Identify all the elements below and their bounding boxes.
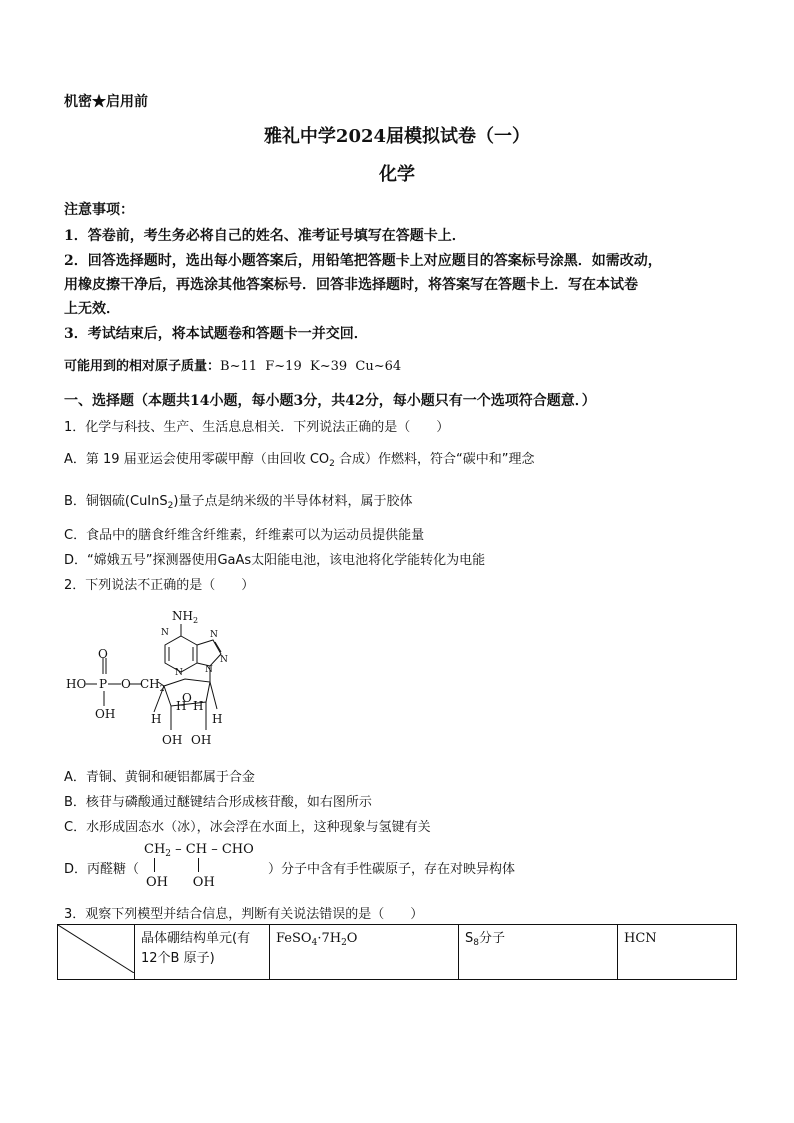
q1-option-b xyxy=(64,490,412,511)
s8-post: 分子 xyxy=(479,931,506,946)
cell-boron-line-2: 12个B 原子) xyxy=(141,951,215,966)
svg-text:H: H xyxy=(212,712,223,726)
note-2-line-3: 上无效． xyxy=(64,301,120,317)
q1-b-text-2: )量子点是纳米级的半导体材料，属于胶体 xyxy=(173,494,413,509)
glyceraldehyde-formula-bottom: OH OH xyxy=(146,875,215,890)
q2-option-d-suffix: ）分子中含有手性碳原子，存在对映异构体 xyxy=(268,862,516,877)
q1-b-sub: 2 xyxy=(167,501,174,511)
formula-ch2-sub: 2 xyxy=(165,849,172,859)
svg-text:O: O xyxy=(98,647,108,661)
bond-line-2 xyxy=(198,858,199,872)
s8-text: S xyxy=(465,931,474,946)
secret-label: 机密★启用前 xyxy=(64,94,148,110)
svg-text:H: H xyxy=(151,712,162,726)
q1-option-a xyxy=(64,448,535,469)
page-title: 雅礼中学2024届模拟试卷（一） xyxy=(263,126,531,147)
feso4-sub-2: 2 xyxy=(341,938,347,948)
atomic-masses: 可能用到的相对原子质量：B~11 F~19 K~39 Cu~64 xyxy=(64,359,402,374)
feso4-sub: 4 xyxy=(311,938,318,948)
q1-option-c: C．食品中的膳食纤维含纤维素，纤维素可以为运动员提供能量 xyxy=(64,528,425,543)
q2-option-c: C．水形成固态水（冰），冰会浮在水面上，这种现象与氢键有关 xyxy=(64,820,431,835)
note-3: 3．考试结束后，将本试题卷和答题卡一并交回． xyxy=(64,326,368,342)
q3-table xyxy=(57,924,737,980)
svg-text:OH: OH xyxy=(191,733,212,747)
svg-text:N: N xyxy=(161,628,169,638)
table-row xyxy=(58,925,737,980)
svg-text:O: O xyxy=(182,691,192,705)
feso4-post: O xyxy=(346,931,358,946)
q2-stem: 2．下列说法不正确的是（ ） xyxy=(64,578,255,593)
svg-text:N: N xyxy=(210,630,218,640)
diagonal-line xyxy=(58,925,134,973)
q2-option-a: A．青铜、黄铜和硬铝都属于合金 xyxy=(64,770,255,785)
q2-option-d-prefix: D．丙醛糖（ xyxy=(64,862,140,877)
q1-b-text: B．铜铟硫(CuInS xyxy=(64,494,168,509)
svg-text:CH2: $CH_2$ xyxy=(140,677,165,693)
q2-option-b: B．核苷与磷酸通过醚键结合形成核苷酸，如右图所示 xyxy=(64,795,372,810)
svg-text:N: N xyxy=(205,665,213,675)
cell-hcn: HCN xyxy=(618,925,737,980)
q1-a-text: A．第 19 届亚运会使用零碳甲醇（由回收 CO xyxy=(64,452,330,467)
note-2-line-2: 用橡皮擦干净后，再选涂其他答案标号．回答非选择题时，将答案写在答题卡上．写在本试卷 xyxy=(64,277,638,293)
q1-stem: 1．化学与科技、生产、生活息息相关．下列说法正确的是（ ） xyxy=(64,420,450,435)
svg-text:H: H xyxy=(193,699,204,713)
svg-text:OH: OH xyxy=(95,707,116,721)
note-2-line-1: 2．回答选择题时，选出每小题答案后，用铅笔把答题卡上对应题目的答案标号涂黑．如需改动， xyxy=(64,253,662,269)
diagonal-header-cell xyxy=(58,925,135,980)
subject-title: 化学 xyxy=(379,164,415,185)
section-heading: 一、选择题（本题共14小题，每小题3分，共42分，每小题只有一个选项符合题意．） xyxy=(64,393,596,409)
svg-text:OH: OH xyxy=(162,733,183,747)
svg-text:HO: HO xyxy=(66,677,87,691)
q3-stem: 3．观察下列模型并结合信息，判断有关说法错误的是（ ） xyxy=(64,907,424,922)
feso4-mid: ·7H xyxy=(317,931,342,946)
cell-feso4 xyxy=(270,925,459,980)
q1-a-text-2: 合成）作燃料，符合“碳中和”理念 xyxy=(334,452,535,467)
nucleotide-structure-diagram xyxy=(60,602,250,752)
cell-boron xyxy=(135,925,270,980)
glyceraldehyde-formula-top xyxy=(144,842,254,859)
svg-text:P: P xyxy=(99,677,108,691)
notes-heading: 注意事项： xyxy=(64,202,134,218)
s8-sub: 8 xyxy=(473,938,479,948)
nh2-label: $NH_2$ xyxy=(172,609,199,625)
q1-a-sub: 2 xyxy=(329,459,335,469)
svg-text:N: N xyxy=(175,668,183,678)
svg-text:O: O xyxy=(121,677,131,691)
svg-text:N: N xyxy=(220,655,228,665)
svg-text:H: H xyxy=(176,699,187,713)
formula-rest: – CH – CHO xyxy=(171,842,254,857)
feso4-text: FeSO xyxy=(276,931,312,946)
note-1: 1．答卷前，考生务必将自己的姓名、准考证号填写在答题卡上． xyxy=(64,228,466,244)
cell-boron-line-1: 晶体硼结构单元(有 xyxy=(141,931,251,946)
formula-ch2: CH xyxy=(144,842,166,857)
bond-line-1 xyxy=(154,858,155,872)
cell-s8 xyxy=(459,925,618,980)
q1-option-d: D．“嫦娥五号”探测器使用GaAs太阳能电池，该电池将化学能转化为电能 xyxy=(64,553,486,568)
